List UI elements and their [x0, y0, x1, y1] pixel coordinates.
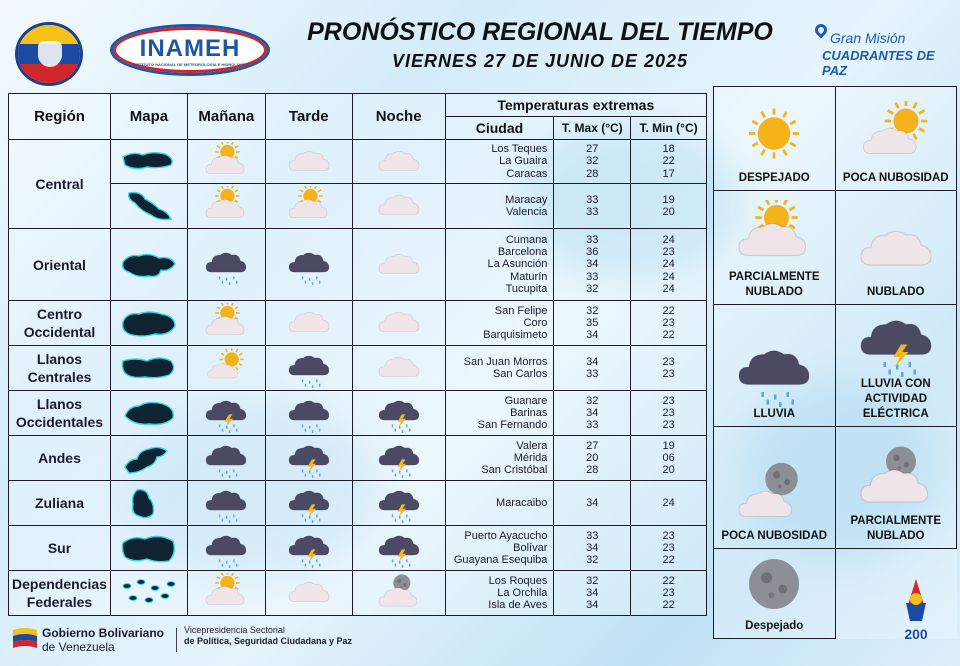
city-name: Los Teques: [491, 143, 548, 156]
partly-cloudy-icon: [279, 186, 339, 226]
thunderstorm-icon: [279, 438, 339, 478]
partly-cloudy-icon: [196, 186, 256, 226]
header-map: Mapa: [110, 94, 187, 140]
city-name: La Asunción: [487, 258, 548, 271]
region-row-oriental: [9, 229, 707, 301]
region-map: [119, 486, 179, 520]
afternoon-forecast: [265, 301, 352, 346]
region-map: [119, 306, 179, 340]
sunny-icon: [729, 101, 819, 171]
tmin-value: 17: [662, 167, 675, 180]
tmin-value: 22: [662, 574, 675, 587]
region-map: [119, 531, 179, 565]
afternoon-forecast: [265, 140, 352, 184]
region-row-central: [9, 184, 707, 229]
tmax-value: 34: [586, 496, 599, 509]
partly-cloudy-icon: [729, 200, 819, 270]
city-list: [445, 436, 554, 481]
legend-label: LLUVIA CON ACTIVIDAD ELÉCTRICA: [860, 378, 931, 420]
tmax-list: [554, 571, 631, 616]
city-name: Valencia: [506, 206, 548, 218]
night-forecast: [352, 571, 445, 616]
morning-forecast: [187, 346, 265, 391]
thunderstorm-icon: [369, 483, 429, 523]
region-row-central: [9, 140, 707, 184]
region-name: Central: [9, 140, 111, 229]
inameh-logo: INAMEH INSTITUTO NACIONAL DE METEOROLOGÍA E HIDROLOGÍA: [110, 24, 270, 76]
region-name: Andes: [9, 436, 111, 481]
tmax-value: 32: [586, 304, 599, 317]
tmin-value: 23: [662, 246, 675, 259]
rain-icon: [196, 438, 256, 478]
partly-cloudy-icon: [196, 573, 256, 613]
region-map: [119, 441, 179, 475]
afternoon-forecast: [265, 184, 352, 229]
svg-text:200: 200: [904, 626, 928, 642]
morning-forecast: [187, 481, 265, 526]
few-clouds-icon: [196, 348, 256, 388]
tmin-value: 22: [662, 329, 675, 342]
tmin-value: 23: [662, 394, 675, 407]
page-title: PRONÓSTICO REGIONAL DEL TIEMPO: [307, 18, 773, 46]
legend-label: LLUVIA: [753, 408, 796, 420]
city-list: [445, 301, 554, 346]
city-name: San Felipe: [494, 304, 548, 317]
rain-icon: [279, 348, 339, 388]
rain-icon: [279, 245, 339, 285]
moon-partly-cloudy-icon: [851, 444, 941, 514]
city-name: Los Roques: [488, 574, 548, 587]
tmin-list: [631, 140, 707, 184]
city-name: Bolívar: [513, 541, 548, 554]
tmax-value: 34: [586, 406, 599, 419]
tmax-value: 33: [586, 419, 599, 432]
city-name: La Orchila: [497, 586, 548, 599]
tmax-list: [554, 184, 631, 229]
cloudy-icon: [369, 348, 429, 388]
tmax-value: 34: [586, 329, 599, 342]
legend-item-despejado: [714, 87, 836, 191]
tmin-value: 22: [662, 304, 675, 317]
night-forecast: [352, 481, 445, 526]
city-name: Puerto Ayacucho: [464, 529, 548, 542]
header-morning: Mañana: [187, 94, 265, 140]
tmax-value: 28: [586, 167, 599, 180]
region-row-centro-occidental: [9, 301, 707, 346]
tmax-value: 20: [586, 451, 599, 464]
night-forecast: [352, 229, 445, 301]
tmax-value: 34: [586, 541, 599, 554]
city-name: Maturín: [510, 270, 548, 283]
tmin-list: [631, 229, 707, 301]
thunderstorm-icon: [279, 528, 339, 568]
tmin-value: 22: [662, 599, 675, 612]
tmax-value: 33: [586, 270, 599, 283]
city-name: San Juan Morros: [463, 355, 548, 368]
forecast-date: VIERNES 27 DE JUNIO DE 2025: [391, 51, 689, 71]
city-name: San Fernando: [477, 419, 548, 432]
legend-label: Despejado: [745, 620, 804, 632]
city-name: Coro: [523, 316, 548, 329]
region-name: Oriental: [9, 229, 111, 301]
legend-label: NUBLADO: [867, 286, 925, 298]
city-name: Barinas: [510, 406, 548, 419]
city-list: [445, 184, 554, 229]
afternoon-forecast: [265, 481, 352, 526]
legend-item-poca-nubosidad: [835, 87, 957, 191]
header-afternoon: Tarde: [265, 94, 352, 140]
tmin-list: [631, 526, 707, 571]
night-forecast: [352, 184, 445, 229]
morning-forecast: [187, 140, 265, 184]
tmax-list: [554, 481, 631, 526]
legend-table: [713, 86, 957, 639]
tmin-value: 23: [662, 316, 675, 329]
cloudy-icon: [369, 186, 429, 226]
tmax-list: [554, 436, 631, 481]
header-tmax: T. Max (°C): [554, 117, 631, 140]
region-map: [119, 145, 179, 179]
legend-label: PARCIALMENTE NUBLADO: [728, 271, 820, 298]
night-forecast: [352, 391, 445, 436]
tmin-value: 23: [662, 586, 675, 599]
tmax-value: 34: [586, 599, 599, 612]
legend-item-parcialmente-nublado: [714, 191, 836, 305]
afternoon-forecast: [265, 436, 352, 481]
tmax-value: 32: [586, 155, 599, 168]
footer: [10, 625, 390, 659]
region-map: [119, 248, 179, 282]
tmin-value: 24: [662, 282, 675, 295]
city-list: [445, 571, 554, 616]
tmin-list: [631, 481, 707, 526]
city-name: Valera: [516, 439, 548, 452]
tmax-value: 33: [586, 368, 599, 380]
header-night: Noche: [352, 94, 445, 140]
region-name: Dependencias Federales: [9, 571, 111, 616]
tmin-list: [631, 301, 707, 346]
cloudy-icon: [279, 142, 339, 182]
tmax-value: 36: [586, 246, 599, 259]
tmax-list: [554, 140, 631, 184]
tmax-list: [554, 526, 631, 571]
afternoon-forecast: [265, 571, 352, 616]
morning-forecast: [187, 436, 265, 481]
rain-icon: [196, 528, 256, 568]
city-name: San Carlos: [492, 368, 548, 380]
city-list: [445, 229, 554, 301]
bicentenary-logo: [894, 575, 938, 653]
rain-icon: [279, 393, 339, 433]
thunderstorm-icon: [369, 393, 429, 433]
tmax-value: 33: [586, 233, 599, 246]
region-name: Llanos Centrales: [9, 346, 111, 391]
city-list: [445, 140, 554, 184]
tmin-value: 24: [662, 496, 675, 509]
city-name: Maracaibo: [496, 496, 548, 509]
city-list: [445, 346, 554, 391]
tmin-list: [631, 571, 707, 616]
tmin-list: [631, 436, 707, 481]
tmin-value: 18: [662, 143, 675, 156]
city-name: San Cristóbal: [481, 464, 548, 477]
tmin-value: 06: [662, 451, 675, 464]
tmin-value: 23: [662, 368, 675, 380]
cloudy-icon: [279, 303, 339, 343]
night-forecast: [352, 526, 445, 571]
region-map: [119, 351, 179, 385]
tmin-value: 24: [662, 270, 675, 283]
venezuela-seal-logo: [15, 22, 83, 86]
region-name: Sur: [9, 526, 111, 571]
tmax-list: [554, 301, 631, 346]
night-forecast: [352, 346, 445, 391]
header-region: Región: [9, 94, 111, 140]
city-name: Cumana: [505, 233, 548, 246]
night-forecast: [352, 140, 445, 184]
legend-label: POCA NUBOSIDAD: [842, 172, 949, 184]
city-list: [445, 391, 554, 436]
city-name: Barquisimeto: [483, 329, 548, 342]
night-forecast: [352, 436, 445, 481]
city-name: Tucupita: [505, 282, 548, 295]
header-extremes: Temperaturas extremas: [445, 94, 706, 117]
legend-item-lluvia-con-actividad-electrica: [835, 305, 957, 427]
city-name: Guayana Esequiba: [453, 554, 548, 567]
legend-item-poca-nubosidad: [714, 427, 836, 549]
tmin-value: 19: [662, 439, 675, 452]
tmax-value: 35: [586, 316, 599, 329]
tmin-value: 22: [662, 155, 675, 168]
city-list: [445, 526, 554, 571]
city-name: Maracay: [505, 193, 548, 206]
legend-label: DESPEJADO: [738, 172, 810, 184]
tmin-value: 20: [662, 206, 675, 218]
cloudy-icon: [369, 303, 429, 343]
city-list: [445, 481, 554, 526]
tmin-value: 24: [662, 258, 675, 271]
tmax-list: [554, 391, 631, 436]
tmin-value: 23: [662, 541, 675, 554]
moon-partly-cloudy-icon: [369, 573, 429, 613]
venezuela-flag-icon: [13, 628, 37, 648]
tmax-value: 27: [586, 143, 599, 156]
region-map: [119, 576, 179, 610]
tmin-value: 22: [662, 554, 675, 567]
partly-cloudy-icon: [196, 142, 256, 182]
tmax-value: 33: [586, 193, 599, 206]
tmin-value: 23: [662, 355, 675, 368]
region-row-llanos-centrales: [9, 346, 707, 391]
region-name: Zuliana: [9, 481, 111, 526]
thunderstorm-icon: [369, 438, 429, 478]
thunderstorm-icon: [196, 393, 256, 433]
city-name: La Guaira: [499, 155, 548, 168]
morning-forecast: [187, 391, 265, 436]
region-map: [119, 189, 179, 223]
thunderstorm-icon: [279, 483, 339, 523]
legend-item-nublado: [835, 191, 957, 305]
tmax-value: 33: [586, 206, 599, 218]
morning-forecast: [187, 526, 265, 571]
cloudy-icon: [369, 245, 429, 285]
legend-item-lluvia: [714, 305, 836, 427]
region-row-llanos-occidentales: [9, 391, 707, 436]
morning-forecast: [187, 184, 265, 229]
city-name: Barcelona: [497, 246, 548, 259]
morning-forecast: [187, 229, 265, 301]
tmax-value: 34: [586, 355, 599, 368]
header-tmin: T. Min (°C): [631, 117, 707, 140]
region-map: [119, 396, 179, 430]
region-row-dependencias-federales: [9, 571, 707, 616]
header-city: Ciudad: [445, 117, 554, 140]
afternoon-forecast: [265, 526, 352, 571]
afternoon-forecast: [265, 391, 352, 436]
afternoon-forecast: [265, 346, 352, 391]
forecast-table: [8, 93, 707, 616]
tmax-value: 34: [586, 586, 599, 599]
tmax-list: [554, 346, 631, 391]
gov-line2: de Venezuela: [42, 640, 115, 654]
region-row-zuliana: [9, 481, 707, 526]
city-name: Isla de Aves: [488, 599, 548, 612]
cloudy-icon: [369, 142, 429, 182]
region-name: Centro Occidental: [9, 301, 111, 346]
tmax-list: [554, 229, 631, 301]
rain-icon: [729, 337, 819, 407]
rain-icon: [196, 483, 256, 523]
moon-few-clouds-icon: [729, 459, 819, 529]
legend-label: POCA NUBOSIDAD: [721, 530, 828, 542]
tmax-value: 32: [586, 574, 599, 587]
night-forecast: [352, 301, 445, 346]
tmin-list: [631, 184, 707, 229]
tmin-value: 24: [662, 233, 675, 246]
legend-label: PARCIALMENTE NUBLADO: [850, 515, 941, 542]
tmin-value: 19: [662, 193, 675, 206]
tmin-value: 20: [662, 464, 675, 477]
gov-line1: Gobierno Bolivariano: [42, 626, 165, 640]
region-name: Llanos Occidentales: [9, 391, 111, 436]
tmin-list: [631, 391, 707, 436]
tmin-value: 23: [662, 406, 675, 419]
tmax-value: 32: [586, 282, 599, 295]
legend-item-despejado: [714, 549, 836, 639]
partly-cloudy-icon: [196, 303, 256, 343]
tmax-value: 34: [586, 258, 599, 271]
city-name: Caracas: [506, 167, 548, 180]
legend-item-parcialmente-nublado: [835, 427, 957, 549]
gran-mision-logo: Gran Misión CUADRANTES DE PAZ: [812, 28, 952, 70]
tmax-value: 28: [586, 464, 599, 477]
tmin-list: [631, 346, 707, 391]
tmax-value: 32: [586, 394, 599, 407]
few-clouds-icon: [851, 101, 941, 171]
city-name: Guanare: [504, 394, 548, 407]
vp-line1: Vicepresidencia Sectorial: [184, 625, 285, 635]
morning-forecast: [187, 571, 265, 616]
vp-line2: de Política, Seguridad Ciudadana y Paz: [184, 636, 353, 646]
morning-forecast: [187, 301, 265, 346]
thunderstorm-icon: [851, 307, 941, 377]
cloudy-icon: [279, 573, 339, 613]
tmin-value: 23: [662, 419, 675, 432]
cloudy-icon: [851, 215, 941, 285]
tmax-value: 32: [586, 554, 599, 567]
region-row-andes: [9, 436, 707, 481]
region-row-sur: [9, 526, 707, 571]
tmin-value: 23: [662, 529, 675, 542]
thunderstorm-icon: [369, 528, 429, 568]
afternoon-forecast: [265, 229, 352, 301]
rain-icon: [196, 245, 256, 285]
city-name: Mérida: [513, 451, 548, 464]
tmax-value: 33: [586, 529, 599, 542]
tmax-value: 27: [586, 439, 599, 452]
clear-night-moon-icon: [729, 549, 819, 619]
